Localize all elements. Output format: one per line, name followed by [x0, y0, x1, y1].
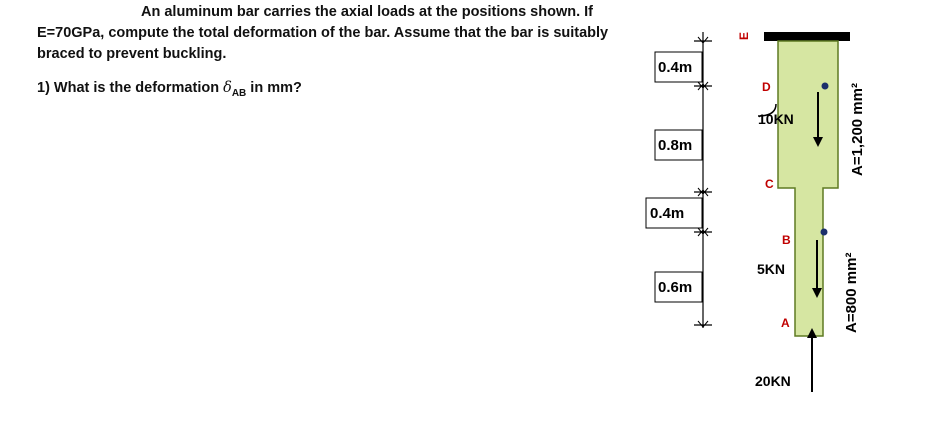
- length-de: 0.4m: [658, 59, 693, 76]
- load-10kn-label: 10KN: [758, 111, 794, 127]
- area-lower-label: A=800 mm²: [843, 252, 860, 333]
- load-point-b: [821, 229, 828, 236]
- point-e-label: E: [737, 31, 751, 40]
- problem-line-3: braced to prevent buckling.: [37, 46, 227, 62]
- point-b-label: B: [782, 233, 791, 247]
- length-cd: 0.8m: [658, 137, 693, 154]
- length-labels: [646, 52, 702, 302]
- area-upper-label: A=1,200 mm²: [849, 83, 866, 176]
- load-20kn-label: 20KN: [755, 373, 791, 389]
- length-bc: 0.4m: [650, 205, 685, 222]
- delta-symbol: δ: [223, 80, 232, 96]
- question-prefix: 1) What is the deformation: [37, 80, 224, 96]
- point-a-label: A: [781, 316, 790, 330]
- delta-subscript: AB: [231, 87, 247, 99]
- question-suffix: in mm?: [246, 80, 302, 96]
- fixed-support: [764, 32, 850, 41]
- point-d-label: D: [762, 80, 771, 94]
- problem-line-1: An aluminum bar carries the axial loads at the positions shown. If: [141, 4, 594, 20]
- point-c-label: C: [765, 177, 774, 191]
- problem-line-2: E=70GPa, compute the total deformation of the bar. Assume that the bar is suitably: [37, 25, 609, 41]
- load-5kn-label: 5KN: [757, 261, 786, 277]
- load-point-d: [822, 83, 829, 90]
- aluminum-bar: [778, 41, 838, 336]
- length-ab: 0.6m: [658, 279, 693, 296]
